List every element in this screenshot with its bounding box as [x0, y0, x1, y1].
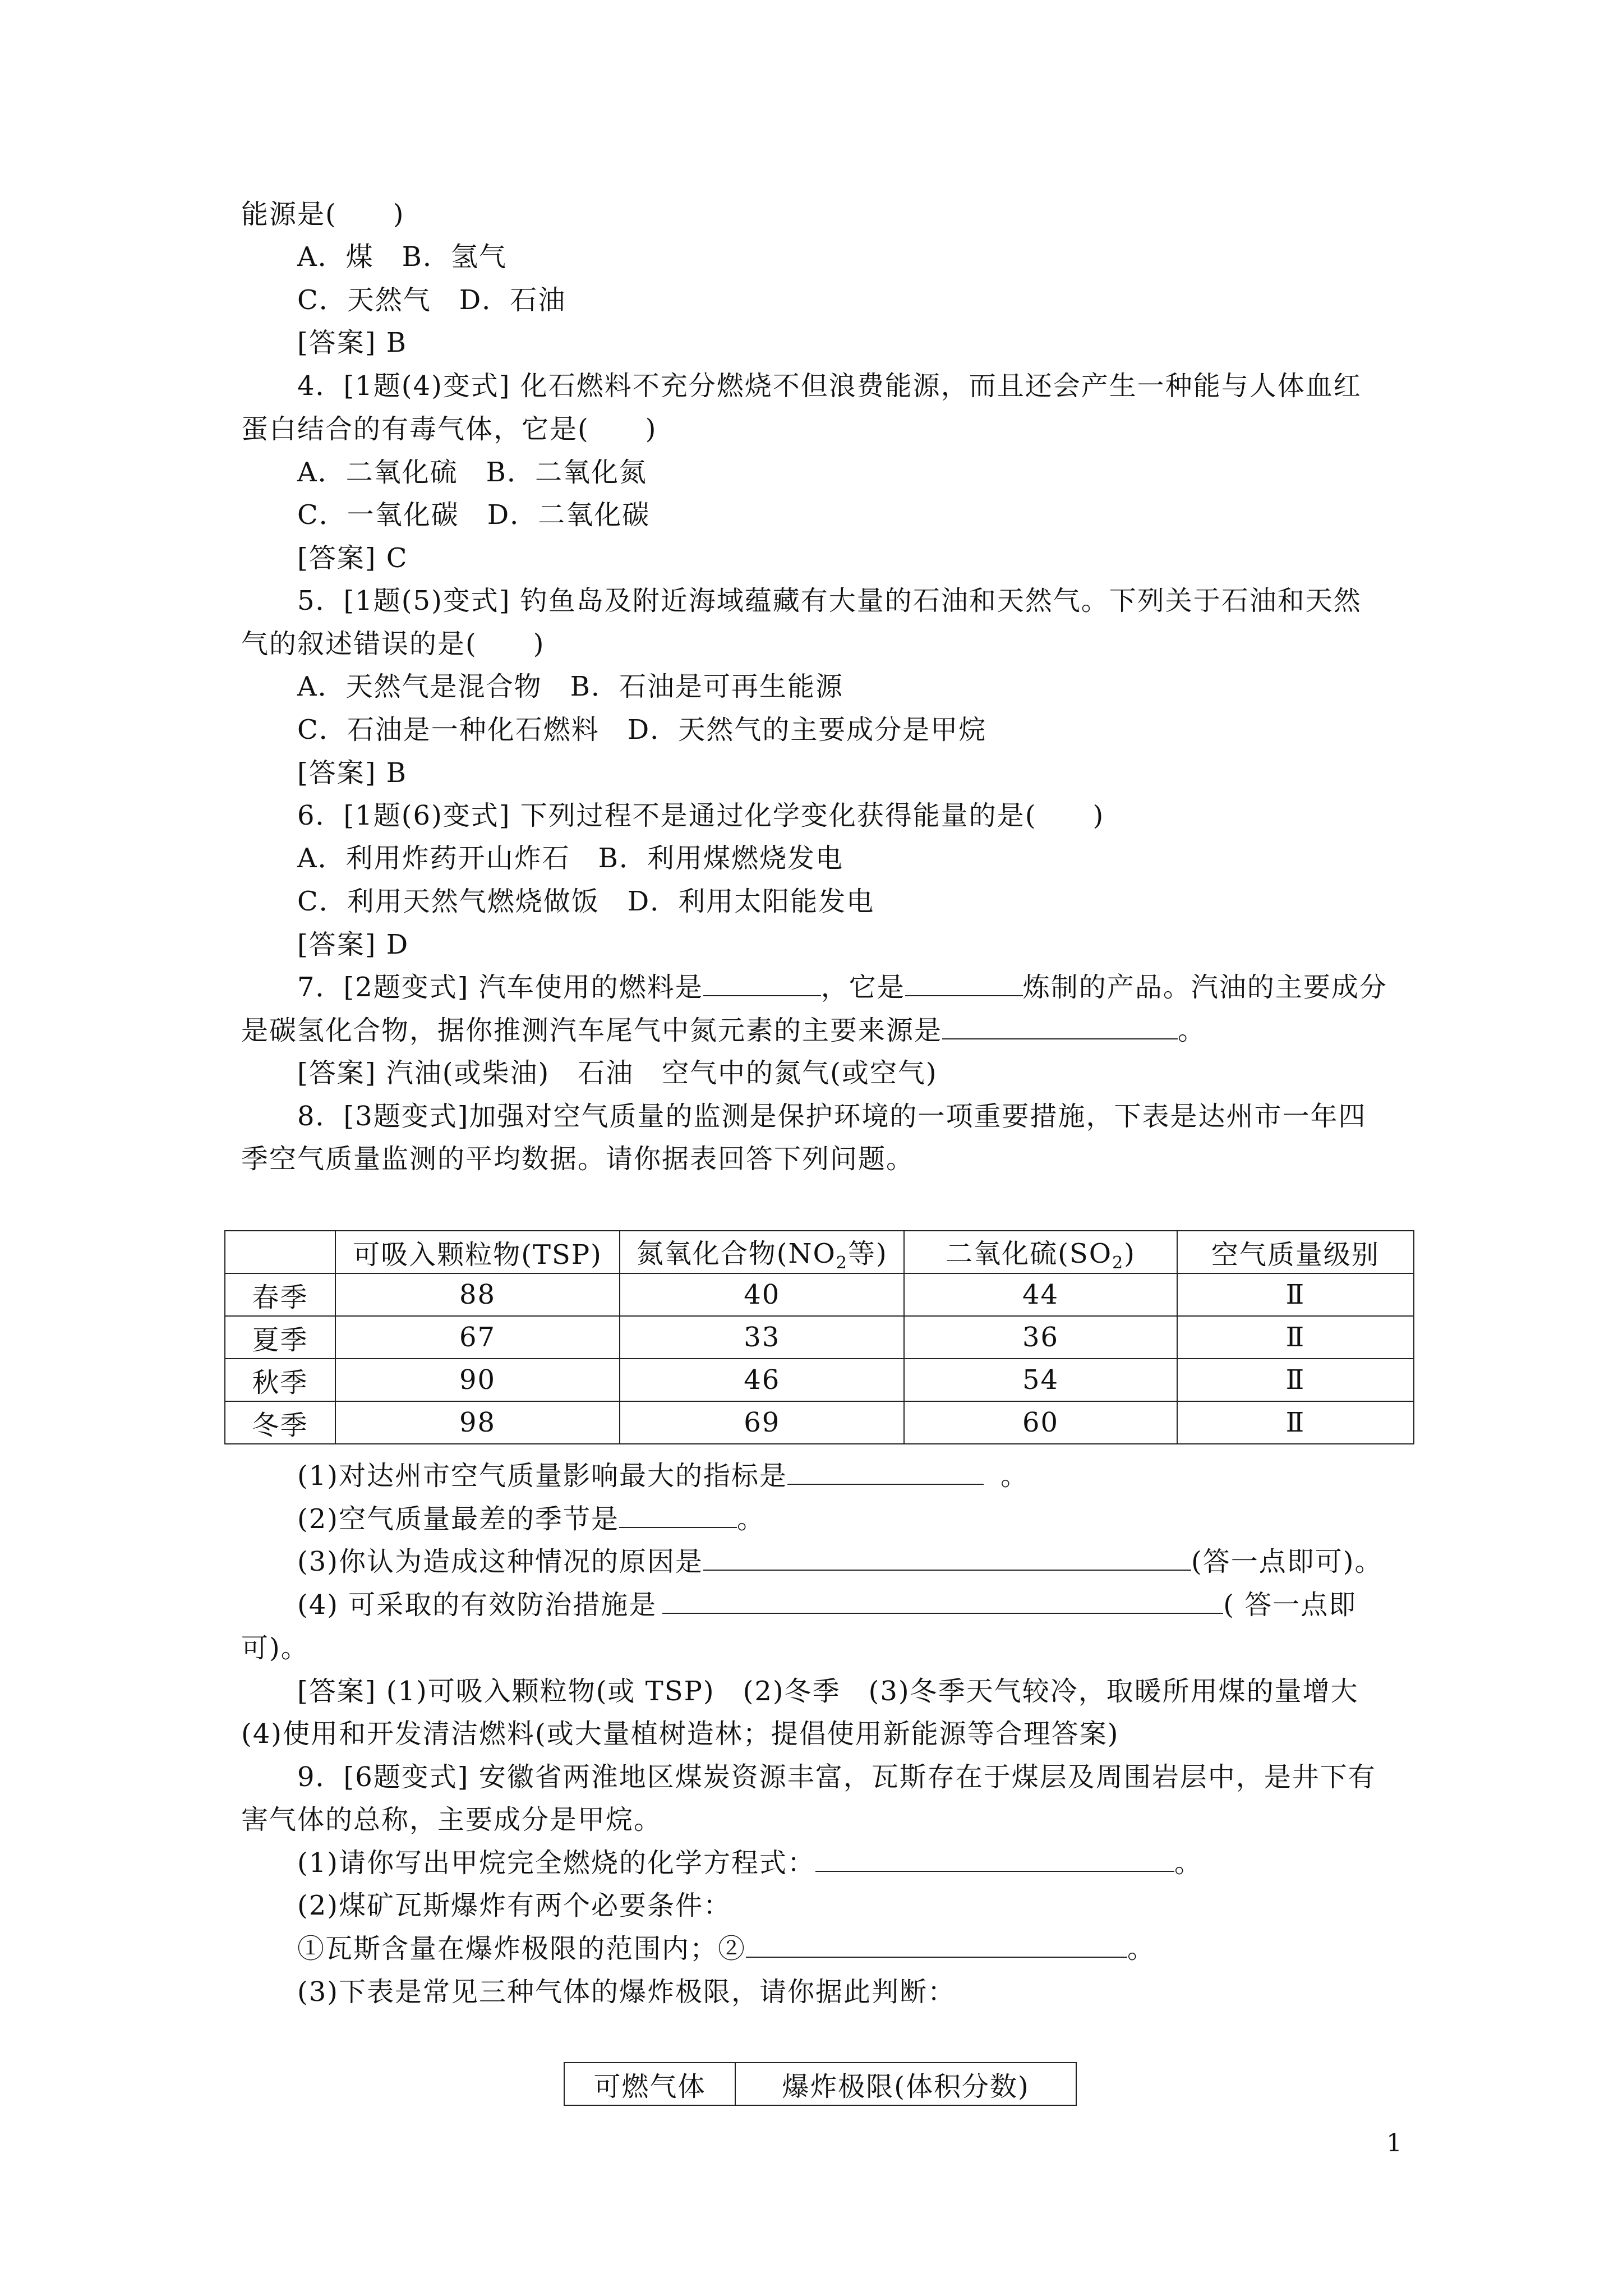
table-header-cell: 二氧化硫$(SO_2)$	[904, 1231, 1177, 1273]
option-line: A．煤 B．氢气	[297, 241, 507, 273]
explosion-limit-table	[564, 2062, 1077, 2106]
q8-sub-2	[297, 1502, 765, 1536]
q9-text: 。	[1174, 1847, 1203, 1879]
table-cell: 69	[620, 1401, 904, 1444]
option-line: C．一氧化碳 D．二氧化碳	[297, 499, 651, 531]
table-cell: 冬季	[225, 1401, 335, 1444]
table-cell: 秋季	[225, 1359, 335, 1401]
table-header-cell: 氮氧化合物($NO_2$等)	[620, 1231, 904, 1273]
answer-blank[interactable]	[703, 1545, 1191, 1571]
q8-sub-3	[297, 1545, 1382, 1579]
table-cell: 春季	[225, 1273, 335, 1316]
table-cell: 夏季	[225, 1316, 335, 1359]
q8-sub-1	[297, 1459, 1029, 1493]
q8-sub-4	[297, 1588, 1357, 1622]
table-header-row	[564, 2063, 1076, 2105]
table-header-cell	[225, 1231, 335, 1273]
q7-text: 7．[2题变式] 汽车使用的燃料是	[297, 972, 703, 1003]
table-header-cell: 爆炸极限(体积分数)	[735, 2063, 1076, 2105]
table-cell: 67	[335, 1316, 620, 1359]
question-line: 4．[1题(4)变式] 化石燃料不充分燃烧不但浪费能源，而且还会产生一种能与人体血红	[297, 370, 1362, 402]
answer-blank[interactable]	[703, 970, 821, 996]
answer-blank[interactable]	[815, 1846, 1174, 1872]
table-cell: Ⅱ	[1177, 1359, 1414, 1401]
table-cell: 88	[335, 1273, 620, 1316]
table-cell: 60	[904, 1401, 1177, 1444]
q8-text: 。	[737, 1503, 766, 1535]
answer-line: (4)使用和开发清洁燃料(或大量植树造林；提倡使用新能源等合理答案)	[241, 1718, 1119, 1750]
option-line: A．利用炸药开山炸石 B．利用煤燃烧发电	[297, 843, 843, 874]
q9-text: (1)请你写出甲烷完全燃烧的化学方程式：	[297, 1847, 815, 1879]
answer-line: [答案] B	[297, 757, 407, 789]
table-cell: 98	[335, 1401, 620, 1444]
page-number: 1	[1386, 2129, 1403, 2157]
q8-text: ( 答一点即	[1223, 1589, 1357, 1621]
q7-text: 炼制的产品。汽油的主要成分	[1022, 972, 1387, 1003]
q9-text: 。	[1127, 1933, 1156, 1964]
answer-blank[interactable]	[942, 1014, 1178, 1039]
table-cell: 90	[335, 1359, 620, 1401]
table-row	[225, 1316, 1414, 1359]
table-header-cell: 可燃气体	[564, 2063, 735, 2105]
q9-sub-3: (3)下表是常见三种气体的爆炸极限，请你据此判断：	[297, 1976, 956, 2008]
option-line: A．天然气是混合物 B．石油是可再生能源	[297, 671, 843, 702]
answer-line: [答案] C	[297, 542, 408, 574]
question-line: 9．[6题变式] 安徽省两淮地区煤炭资源丰富，瓦斯存在于煤层及周围岩层中，是井下有	[297, 1761, 1376, 1793]
q8-text: 。	[1000, 1460, 1029, 1492]
answer-line: [答案] D	[297, 929, 409, 960]
question-line: 气的叙述错误的是( )	[241, 628, 545, 660]
q8-text: (4) 可采取的有效防治措施是	[297, 1589, 657, 1621]
answer-blank[interactable]	[619, 1502, 737, 1528]
answer-blank[interactable]	[905, 970, 1023, 996]
q8-text: (3)你认为造成这种情况的原因是	[297, 1546, 703, 1577]
q8-text: (答一点即可)。	[1191, 1546, 1383, 1577]
q7-text: ，它是	[820, 972, 905, 1003]
answer-line: [答案] 汽油(或柴油) 石油 空气中的氮气(或空气)	[297, 1057, 938, 1089]
question-line: 季空气质量监测的平均数据。请你据表回答下列问题。	[241, 1143, 915, 1175]
answer-blank[interactable]	[662, 1588, 1223, 1614]
q8-sub-4-cont: 可)。	[241, 1632, 309, 1664]
table-row	[225, 1273, 1414, 1316]
q9-sub-2-condition	[297, 1932, 1155, 1966]
table-cell: Ⅱ	[1177, 1316, 1414, 1359]
table-header-cell: 空气质量级别	[1177, 1231, 1414, 1273]
q7-text: 。	[1178, 1015, 1206, 1046]
table-row	[225, 1401, 1414, 1444]
q8-text: (1)对达州市空气质量影响最大的指标是	[297, 1460, 787, 1492]
answer-blank[interactable]	[746, 1932, 1127, 1958]
question-line: 8．[3题变式]加强对空气质量的监测是保护环境的一项重要措施，下表是达州市一年四	[297, 1101, 1367, 1132]
q8-text: (2)空气质量最差的季节是	[297, 1503, 619, 1535]
table-cell: 40	[620, 1273, 904, 1316]
table-cell: Ⅱ	[1177, 1401, 1414, 1444]
question-line: 5．[1题(5)变式] 钓鱼岛及附近海域蕴藏有大量的石油和天然气。下列关于石油和天然	[297, 585, 1362, 616]
q7-line-1	[297, 970, 1387, 1004]
option-line: C．利用天然气燃烧做饭 D．利用太阳能发电	[297, 886, 875, 917]
option-line: A．二氧化硫 B．二氧化氮	[297, 457, 647, 488]
answer-line: [答案] B	[297, 327, 407, 358]
table-header-row	[225, 1231, 1414, 1273]
answer-blank[interactable]	[787, 1459, 984, 1485]
table-cell: 46	[620, 1359, 904, 1401]
air-quality-table	[224, 1230, 1414, 1444]
question-line: 害气体的总称，主要成分是甲烷。	[241, 1804, 662, 1835]
option-line: C．石油是一种化石燃料 D．天然气的主要成分是甲烷	[297, 714, 987, 746]
question-line: 6．[1题(6)变式] 下列过程不是通过化学变化获得能量的是( )	[297, 800, 1105, 831]
table-cell: 44	[904, 1273, 1177, 1316]
table-cell: 33	[620, 1316, 904, 1359]
option-line: C．天然气 D．石油	[297, 284, 566, 316]
q7-text: 是碳氢化合物，据你推测汽车尾气中氮元素的主要来源是	[241, 1015, 943, 1046]
q7-line-2	[241, 1014, 1206, 1047]
table-cell: 36	[904, 1316, 1177, 1359]
answer-line: [答案] (1)可吸入颗粒物(或 TSP) (2)冬季 (3)冬季天气较冷，取暖所用煤的量增大	[297, 1676, 1359, 1707]
table-row	[225, 1359, 1414, 1401]
text-line: 能源是( )	[241, 199, 405, 230]
table-header-cell: 可吸入颗粒物(TSP)	[335, 1231, 620, 1273]
q9-sub-1	[297, 1846, 1202, 1880]
q9-text: ①瓦斯含量在爆炸极限的范围内；②	[297, 1933, 746, 1964]
table-cell: Ⅱ	[1177, 1273, 1414, 1316]
table-cell: 54	[904, 1359, 1177, 1401]
question-line: 蛋白结合的有毒气体，它是( )	[241, 413, 657, 445]
q9-sub-2: (2)煤矿瓦斯爆炸有两个必要条件：	[297, 1890, 731, 1921]
